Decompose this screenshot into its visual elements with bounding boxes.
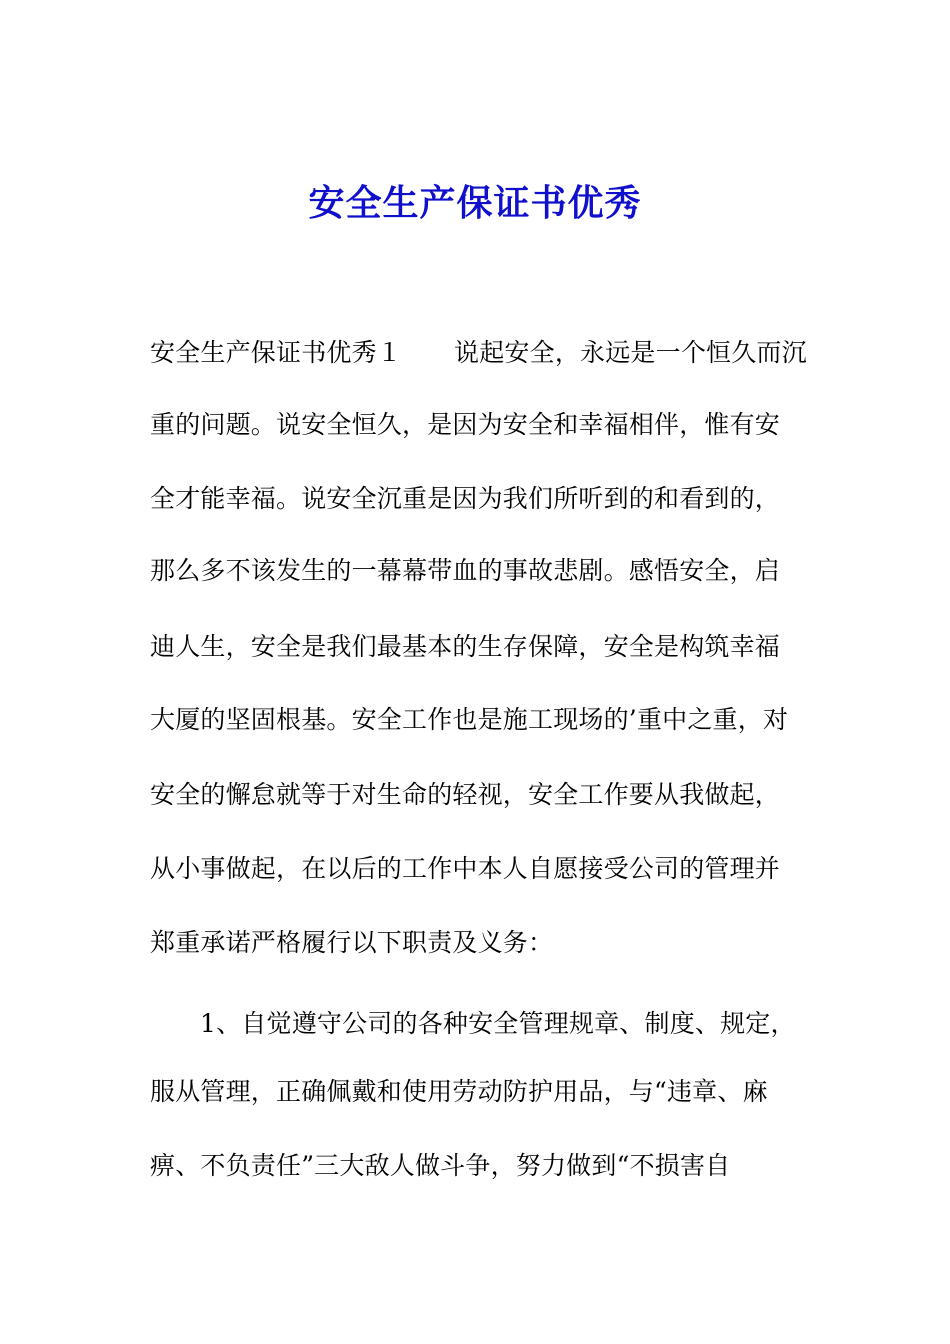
body-line-5: 迪人生，安全是我们最基本的生存保障，安全是构筑幸福 (150, 632, 781, 661)
body-line-11: 服从管理，正确佩戴和使用劳动防护用品，与“违章、麻 (150, 1077, 768, 1106)
body-line-text: 说起安全，永远是一个恒久而沉 (454, 338, 807, 367)
body-line-4: 那么多不该发生的一幕幕带血的事故悲剧。感悟安全，启 (150, 556, 781, 585)
body-line-9: 郑重承诺严格履行以下职责及义务： (150, 928, 554, 957)
body-line-8: 从小事做起，在以后的工作中本人自愿接受公司的管理并 (150, 854, 781, 883)
body-line-1 (150, 333, 807, 373)
document-title: 安全生产保证书优秀 (308, 182, 642, 224)
list-item-text: 1、自觉遵守公司的各种安全管理规章、制度、规定， (200, 1009, 796, 1038)
body-line-10 (150, 1004, 796, 1044)
section-heading: 安全生产保证书优秀１ (150, 338, 403, 367)
body-line-7: 安全的懈怠就等于对生命的轻视，安全工作要从我做起， (150, 780, 781, 809)
body-line-3: 全才能幸福。说安全沉重是因为我们所听到的和看到的， (150, 484, 781, 513)
body-line-2: 重的问题。说安全恒久，是因为安全和幸福相伴，惟有安 (150, 410, 781, 439)
body-line-12: 痹、不负责任”三大敌人做斗争，努力做到“不损害自 (150, 1151, 731, 1180)
body-line-6: 大厦的坚固根基。安全工作也是施工现场的’重中之重，对 (150, 705, 789, 734)
